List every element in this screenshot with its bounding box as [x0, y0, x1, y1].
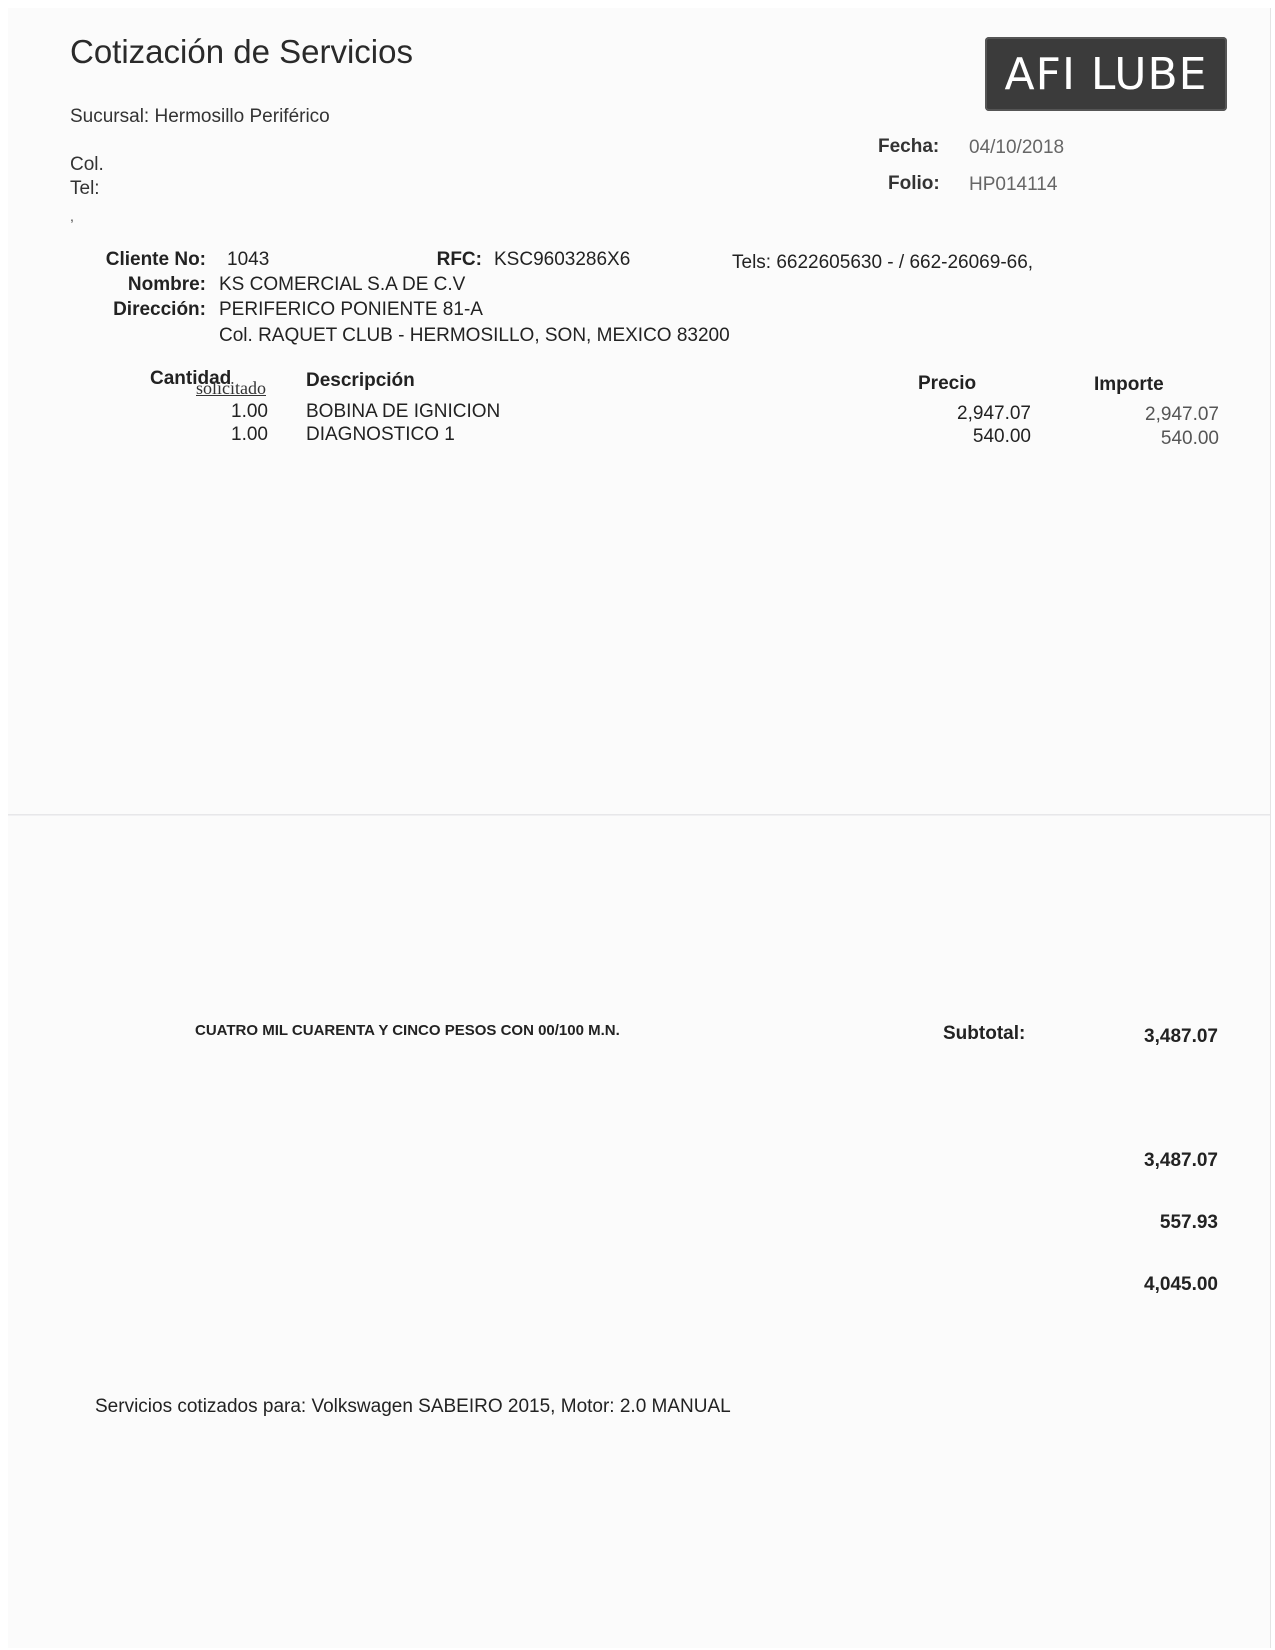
rfc-label: RFC:: [436, 249, 482, 270]
folio-label: Folio:: [888, 173, 940, 194]
rfc-value: KSC9603286X6: [494, 249, 631, 270]
row-description: BOBINA DE IGNICION: [306, 401, 501, 422]
amount-in-words: CUATRO MIL CUARENTA Y CINCO PESOS CON 00/100 M.N.: [195, 1022, 620, 1039]
client-phones: Tels: 6622605630 - / 662-26069-66,: [732, 252, 1034, 273]
client-number-label: Cliente No:: [105, 249, 206, 270]
row-price: 540.00: [972, 426, 1031, 447]
document-title: Cotización de Servicios: [70, 33, 413, 70]
total-line-2-value: 3,487.07: [1144, 1150, 1218, 1171]
telephone-label: Tel:: [70, 178, 100, 199]
colonia-label: Col.: [70, 154, 104, 175]
date-value: 04/10/2018: [969, 137, 1065, 158]
row-quantity: 1.00: [231, 424, 268, 445]
row-price: 2,947.07: [957, 403, 1031, 424]
subtotal-value: 3,487.07: [1144, 1026, 1218, 1047]
folio-value: HP014114: [969, 174, 1058, 195]
quantity-header: Cantidad: [150, 368, 232, 389]
afilube-logo: [985, 37, 1227, 111]
vehicle-note: Servicios cotizados para: Volkswagen SABEIRO 2015, Motor: 2.0 MANUAL: [95, 1396, 731, 1417]
row-amount: 540.00: [1160, 428, 1219, 449]
address-label: Dirección:: [113, 299, 206, 320]
client-name-value: KS COMERCIAL S.A DE C.V: [219, 274, 466, 295]
row-amount: 2,947.07: [1145, 404, 1219, 425]
amount-header: Importe: [1094, 374, 1164, 395]
client-name-label: Nombre:: [127, 274, 206, 295]
row-quantity: 1.00: [231, 401, 268, 422]
address-line-2: Col. RAQUET CLUB - HERMOSILLO, SON, MEXICO 83200: [219, 325, 730, 346]
price-header: Precio: [918, 373, 977, 394]
tax-value: 557.93: [1159, 1212, 1218, 1233]
grand-total-value: 4,045.00: [1144, 1274, 1218, 1295]
client-number-value: 1043: [227, 249, 270, 270]
subtotal-label: Subtotal:: [943, 1023, 1026, 1044]
date-label: Fecha:: [878, 136, 940, 157]
logo-text: AFI LUBE: [1004, 48, 1208, 100]
paper-fold-line: [8, 814, 1270, 816]
branch-label: Sucursal: Hermosillo Periférico: [70, 106, 330, 127]
requested-subheader: solicitado: [196, 378, 266, 398]
address-line-1: PERIFERICO PONIENTE 81-A: [219, 299, 483, 320]
description-header: Descripción: [306, 370, 415, 391]
stray-mark: ,: [70, 208, 74, 224]
row-description: DIAGNOSTICO 1: [306, 424, 455, 445]
